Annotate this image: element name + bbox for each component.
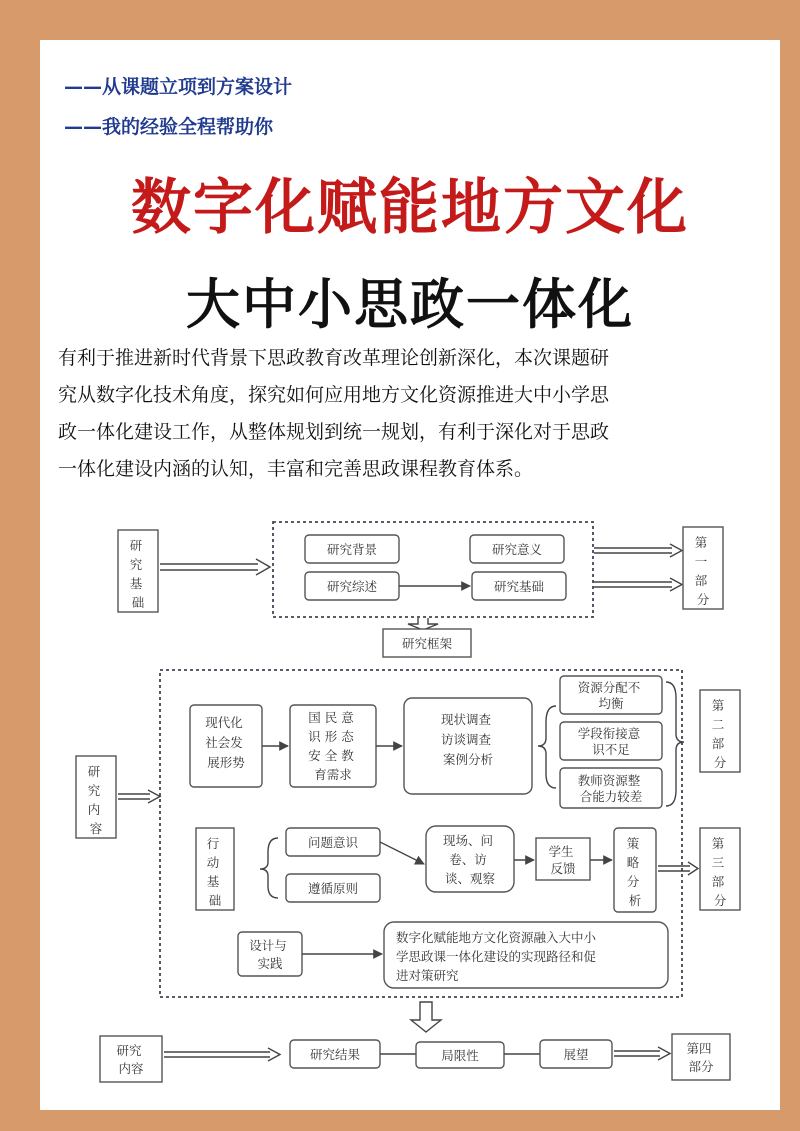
double-arrow: [118, 790, 160, 803]
action-basis-label: 行 动 基 础: [206, 836, 222, 908]
down-arrow: [408, 618, 438, 630]
part1-group: [118, 522, 723, 617]
part2-group: [190, 676, 740, 808]
research-result-label: 研究结果: [309, 1047, 361, 1062]
part1-label: 第 一 部 分: [694, 535, 710, 607]
research-meaning-label: 研究意义: [491, 542, 543, 557]
arrow: [380, 842, 424, 864]
intro-line: 究从数字化技术角度，探究如何应用地方文化资源推进大中小学思: [58, 384, 610, 406]
outlook-label: 展望: [563, 1047, 589, 1062]
double-arrow: [160, 559, 270, 575]
research-framework-label: 研究框架: [401, 636, 453, 651]
design-practice-label: 设计与 实践: [249, 938, 287, 971]
intro-line: 有利于推进新时代背景下思政教育改革理论创新深化，本次课题研: [58, 347, 610, 369]
strategy-analysis-label: 策 略 分 析: [626, 836, 642, 908]
part2-label: 第 二 部 分: [711, 698, 727, 770]
stage-connection-label: 学段衔接意 识不足: [577, 726, 641, 757]
intro-line: 政一体化建设工作，从整体规划到统一规划，有利于深化对于思政: [58, 421, 610, 443]
limitation-label: 局限性: [441, 1048, 479, 1063]
double-arrow: [594, 578, 682, 591]
design-group: [238, 922, 668, 988]
teacher-resource-label: 教师资源整 合能力较差: [577, 773, 643, 804]
research-content-label: 研 究 内 容: [87, 764, 103, 836]
bracket: [260, 838, 278, 898]
modernization-label: 现代化 社会发 展形势: [205, 715, 245, 770]
research-foundation-label: 研究基础: [493, 579, 545, 594]
implementation-path-label: 数字化赋能地方文化资源融入大中小 学思政课一体化建设的实现路径和促 进对策研究: [396, 930, 597, 983]
research-review-label: 研究综述: [326, 579, 378, 594]
bracket: [538, 706, 556, 788]
principles-label: 遵循原则: [307, 881, 359, 896]
student-feedback-label: 学生 反馈: [548, 844, 576, 876]
double-arrow: [594, 544, 682, 557]
part4-content-label: 研究 内容: [116, 1043, 144, 1076]
subtitle-line-1: ——从课题立项到方案设计: [64, 76, 293, 98]
double-arrow: [658, 862, 698, 875]
part4-group: [100, 1034, 730, 1082]
subtitle-line-2: ——我的经验全程帮助你: [64, 116, 274, 138]
resource-imbalance-label: 资源分配不 均衡: [577, 680, 641, 711]
part4-label: 第四 部分: [686, 1041, 714, 1074]
ideology-security-label: 国 民 意 识 形 态 安 全 教 育需求: [308, 710, 354, 782]
research-basis-label: 研 究 基 础: [129, 538, 145, 610]
research-background-label: 研究背景: [326, 542, 378, 557]
intro-line: 一体化建设内涵的认知，丰富和完善思政课程教育体系。: [58, 458, 534, 480]
main-title: 数字化赋能地方文化: [131, 173, 689, 243]
secondary-title: 大中小思政一体化: [186, 272, 634, 336]
problem-awareness-label: 问题意识: [307, 835, 359, 850]
survey-label: 现状调查 访谈调查 案例分析: [441, 712, 494, 767]
down-arrow: [411, 1002, 441, 1032]
part3-group: [196, 826, 740, 912]
part3-label: 第 三 部 分: [711, 836, 727, 908]
double-arrow: [614, 1047, 670, 1060]
field-survey-label: 现场、问 卷、访 谈、观察: [443, 833, 496, 886]
double-arrow: [164, 1048, 280, 1061]
